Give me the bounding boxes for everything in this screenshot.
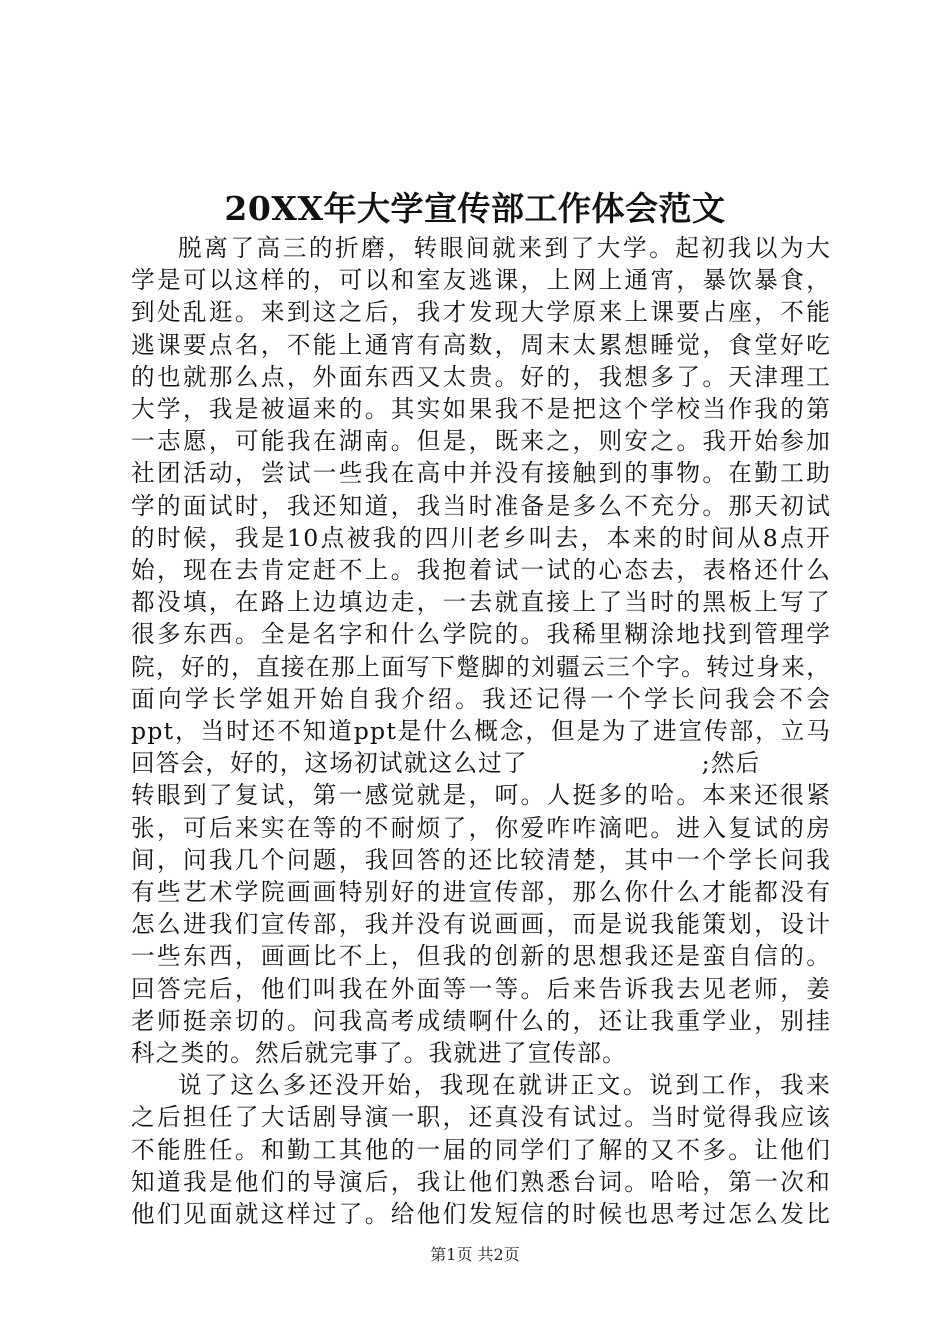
text-line: 他们见面就这样过了。给他们发短信的时候也思考过怎么发比 <box>131 1200 831 1229</box>
text-line: 间，问我几个问题，我回答的还比较清楚，其中一个学长问我 <box>131 845 831 874</box>
text-line: 大学，我是被逼来的。其实如果我不是把这个学校当作我的第 <box>131 395 831 424</box>
document-title: 20XX年大学宣传部工作体会范文 <box>224 189 726 228</box>
text-line: 之后担任了大话剧导演一职，还真没有试过。当时觉得我应该 <box>131 1103 831 1132</box>
text-line: 怎么进我们宣传部，我并没有说画画，而是说我能策划，设计 <box>131 910 831 939</box>
document-body <box>131 232 831 1230</box>
text-line: 回答会，好的，这场初试就这么过了 ;然后 <box>131 749 761 778</box>
text-line: 脱离了高三的折磨，转眼间就来到了大学。起初我以为大 <box>178 234 831 262</box>
text-line: 学的面试时，我还知道，我当时准备是多么不充分。那天初试 <box>131 491 831 520</box>
text-line: 社团活动，尝试一些我在高中并没有接触到的事物。在勤工助 <box>131 459 831 488</box>
text-line: 都没填，在路上边填边走，一去就直接上了当时的黑板上写了 <box>131 588 831 617</box>
text-line: 院，好的，直接在那上面写下蹩脚的刘疆云三个字。转过身来， <box>131 652 831 681</box>
text-line: 回答完后，他们叫我在外面等一等。后来告诉我去见老师，姜 <box>131 974 831 1003</box>
text-line: 说了这么多还没开始，我现在就讲正文。说到工作，我来 <box>178 1071 831 1100</box>
text-line: 一些东西，画画比不上，但我的创新的思想我还是蛮自信的。 <box>131 942 831 971</box>
text-line: 很多东西。全是名字和什么学院的。我稀里糊涂地找到管理学 <box>131 620 831 649</box>
text-line: 一志愿，可能我在湖南。但是，既来之，则安之。我开始参加 <box>131 427 831 456</box>
text-line: 的也就那么点，外面东西又太贵。好的，我想多了。天津理工 <box>131 362 831 391</box>
text-line: 有些艺术学院画画特别好的进宣传部，那么你什么才能都没有 <box>131 878 831 907</box>
paragraph <box>131 232 831 1069</box>
text-line: 科之类的。然后就完事了。我就进了宣传部。 <box>131 1039 627 1068</box>
text-line: 不能胜任。和勤工其他的一届的同学们了解的又不多。让他们 <box>131 1135 831 1164</box>
text-line: 知道我是他们的导演后，我让他们熟悉台词。哈哈，第一次和 <box>131 1167 831 1196</box>
text-line: 转眼到了复试，第一感觉就是，呵。人挺多的哈。本来还很紧 <box>131 781 831 810</box>
text-line: 的时候，我是10点被我的四川老乡叫去，本来的时间从8点开 <box>131 523 831 552</box>
page-number-footer: 第1页 共2页 <box>430 1245 520 1264</box>
text-line: ppt，当时还不知道ppt是什么概念，但是为了进宣传部，立马 <box>131 717 831 746</box>
text-line: 面向学长学姐开始自我介绍。我还记得一个学长问我会不会 <box>131 684 831 713</box>
text-line: 学是可以这样的，可以和室友逃课，上网上通宵，暴饮暴食， <box>131 266 831 295</box>
text-line: 始，现在去肯定赶不上。我抱着试一试的心态去，表格还什么 <box>131 556 831 585</box>
text-line: 老师挺亲切的。问我高考成绩啊什么的，还让我重学业，别挂 <box>131 1006 831 1035</box>
text-line: 逃课要点名，不能上通宵有高数，周末太累想睡觉，食堂好吃 <box>131 330 831 359</box>
text-line: 到处乱逛。来到这之后，我才发现大学原来上课要占座，不能 <box>131 298 831 327</box>
text-line: 张，可后来实在等的不耐烦了，你爱咋咋滴吧。进入复试的房 <box>131 813 831 842</box>
paragraph <box>131 1069 831 1230</box>
